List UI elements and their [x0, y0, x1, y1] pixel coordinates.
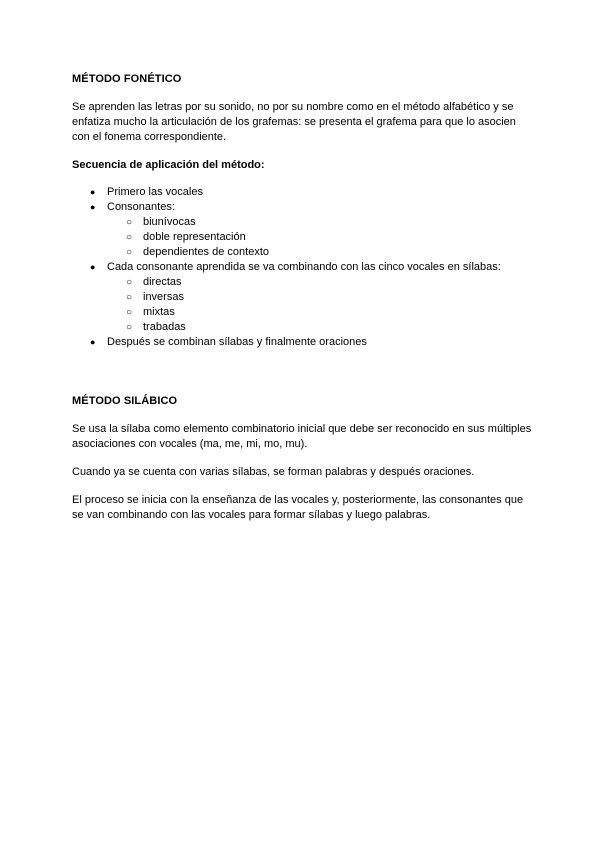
hollow-bullet-icon: ○: [126, 232, 133, 243]
paragraph: El proceso se inicia con la enseñanza de las vocales y, posteriormente, las consonantes que se van combinando con las vocales para formar sílabas y luego palabras.: [72, 494, 524, 521]
sublist-item-text: dependientes de contexto: [143, 246, 269, 258]
list-item-text: Cada consonante aprendida se va combinando con las cinco vocales en sílabas:: [107, 261, 501, 273]
sequence-list: [72, 185, 532, 350]
sublist-item-text: directas: [143, 276, 182, 288]
sublist-item: [126, 320, 532, 335]
paragraph: Cuando ya se cuenta con varias sílabas, se forman palabras y después oraciones.: [72, 466, 475, 478]
hollow-bullet-icon: ○: [126, 292, 133, 303]
sublist-item: [126, 245, 532, 260]
hollow-bullet-icon: ○: [126, 247, 133, 258]
bullet-icon: ●: [90, 202, 96, 212]
sublist-item-text: biunívocas: [143, 216, 196, 228]
sublist-item: [126, 215, 532, 230]
section-metodo-silabico: [72, 394, 532, 523]
sublist-item: [126, 290, 532, 305]
hollow-bullet-icon: ○: [126, 277, 133, 288]
list-item: [90, 185, 532, 200]
list-item-text: Después se combinan sílabas y finalmente oraciones: [107, 336, 367, 348]
list-item: [90, 335, 532, 350]
list-item-text: Consonantes:: [107, 201, 175, 213]
sublist-item: [126, 305, 532, 320]
hollow-bullet-icon: ○: [126, 217, 133, 228]
document-page: [72, 72, 532, 536]
sublist: [107, 215, 532, 260]
section-subtitle: Secuencia de aplicación del método:: [72, 159, 265, 171]
sublist-item: [126, 230, 532, 245]
list-item: [90, 260, 532, 335]
sublist-item-text: mixtas: [143, 306, 175, 318]
hollow-bullet-icon: ○: [126, 322, 133, 333]
section-title: MÉTODO FONÉTICO: [72, 73, 182, 85]
bullet-icon: ●: [90, 262, 96, 272]
paragraph: Se usa la sílaba como elemento combinatorio inicial que debe ser reconocido en sus múltiples asociaciones con vocales (ma, me, mi, mo, mu).: [72, 423, 532, 450]
list-item: [90, 200, 532, 260]
sublist: [107, 275, 532, 335]
intro-paragraph: Se aprenden las letras por su sonido, no por su nombre como en el método alfabético y se enfatiza mucho la articulación de los grafemas: se presenta el grafema para que lo asocien con el fonema correspondiente.: [72, 101, 516, 143]
section-title: MÉTODO SILÁBICO: [72, 395, 178, 407]
list-item-text: Primero las vocales: [107, 186, 203, 198]
hollow-bullet-icon: ○: [126, 307, 133, 318]
sublist-item: [126, 275, 532, 290]
sublist-item-text: inversas: [143, 291, 184, 303]
section-metodo-fonetico: [72, 72, 532, 350]
sublist-item-text: trabadas: [143, 321, 186, 333]
bullet-icon: ●: [90, 337, 96, 347]
sublist-item-text: doble representación: [143, 231, 246, 243]
bullet-icon: ●: [90, 187, 96, 197]
